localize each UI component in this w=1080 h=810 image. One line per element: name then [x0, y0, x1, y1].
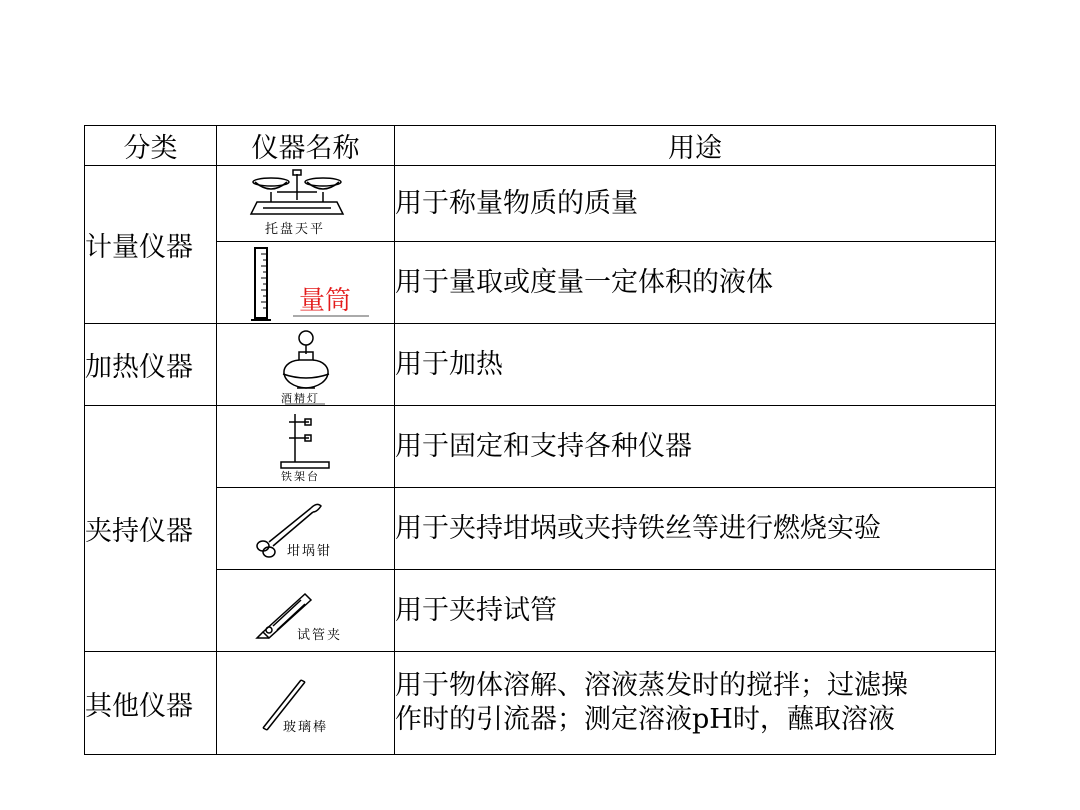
header-use: 用途 [395, 126, 996, 166]
instrument-caption: 托盘天平 [265, 222, 326, 237]
instrument-caption: 玻璃棒 [283, 720, 329, 735]
instrument-cell [217, 488, 395, 570]
header-row [85, 126, 996, 166]
instrument-use: 用于固定和支持各种仪器 [395, 406, 996, 488]
instrument-use: 用于夹持试管 [395, 570, 996, 652]
instrument-use: 用于加热 [395, 324, 996, 406]
instrument-cell [217, 652, 395, 755]
instrument-cell [217, 166, 395, 242]
instrument-use: 用于称量物质的质量 [395, 166, 996, 242]
instrument-table [84, 125, 996, 755]
table-row [85, 488, 996, 570]
instrument-use: 用于量取或度量一定体积的液体 [395, 242, 996, 324]
instrument-caption: 酒精灯 [281, 392, 320, 405]
header-name: 仪器名称 [217, 126, 395, 166]
glass-rod-icon [217, 652, 395, 755]
table-row [85, 570, 996, 652]
table-row [85, 166, 996, 242]
instrument-cell [217, 242, 395, 324]
category-measure: 计量仪器 [85, 166, 217, 324]
instrument-caption: 量筒 [299, 286, 352, 316]
instrument-cell [217, 324, 395, 406]
instrument-cell [217, 570, 395, 652]
table-row [85, 652, 996, 755]
instrument-use: 用于夹持坩埚或夹持铁丝等进行燃烧实验 [395, 488, 996, 570]
category-clamp: 夹持仪器 [85, 406, 217, 652]
table-row [85, 324, 996, 406]
instrument-cell [217, 406, 395, 488]
header-category: 分类 [85, 126, 217, 166]
instrument-use [395, 652, 996, 755]
instrument-use-line: 作时的引流器；测定溶液pH时，蘸取溶液 [395, 704, 895, 735]
instrument-caption: 坩埚钳 [287, 544, 333, 559]
instrument-caption: 铁架台 [281, 470, 320, 483]
table-row [85, 242, 996, 324]
category-other: 其他仪器 [85, 652, 217, 755]
instrument-use-line: 用于物体溶解、溶液蒸发时的搅拌；过滤操 [395, 670, 908, 701]
instrument-caption: 试管夹 [297, 628, 343, 643]
table-row [85, 406, 996, 488]
category-heat: 加热仪器 [85, 324, 217, 406]
